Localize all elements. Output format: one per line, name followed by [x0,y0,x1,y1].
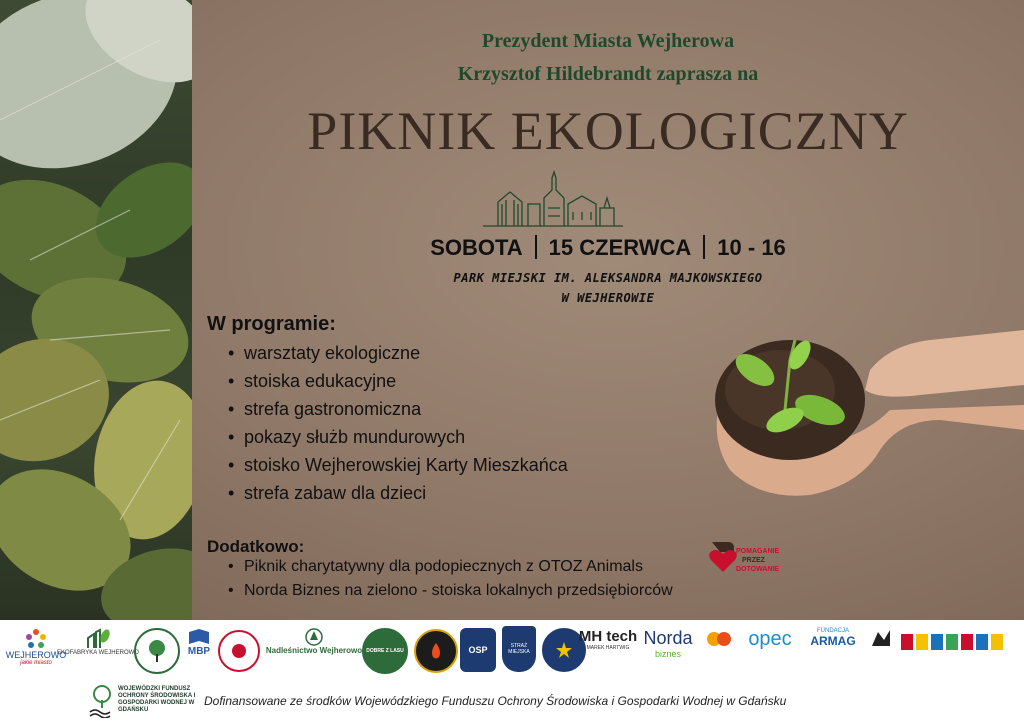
hands-with-seedling-photo [700,300,1024,510]
separator [703,235,705,259]
event-date: 15 CZERWCA [548,235,692,260]
event-day: SOBOTA [430,235,523,260]
coats-of-arms-icon [899,628,1015,654]
event-title: PIKNIK EKOLOGICZNY [307,101,909,161]
event-date-line [192,235,1024,261]
list-item: • stoiska edukacyjne [228,370,568,398]
list-item: • strefa zabaw dla dzieci [228,482,568,510]
norda-sub: biznes [654,649,681,659]
event-place-line-1: PARK MIEJSKI IM. ALEKSANDRA MAJKOWSKIEGO [453,271,763,285]
straz-label: STRAŻ MIEJSKA [508,643,530,655]
red-circle-logo [218,630,260,672]
forest-emblem-icon [305,628,323,646]
mbp-label: MBP [187,646,211,657]
funding-note: Dofinansowane ze środków Wojewódzkiego Funduszu Ochrony Środowiska i Gospodarki Wodnej w Gdańsku [204,694,787,708]
norda-biznes-logo [634,628,702,659]
hearts-icon [705,628,733,650]
mhtech-label: MH tech [578,628,638,645]
eco-badge-logo [134,628,180,674]
hearts-logo [704,628,734,650]
dobre-label: DOBRE Z LASU [366,648,404,654]
dobre-z-lasu-logo [362,628,408,674]
star-icon [555,641,573,659]
fire-brigade-logo [414,629,458,673]
program-list [228,342,568,510]
armag-top: FUNDACJA [816,628,849,634]
armag-logo [804,628,862,648]
badge-line-2: PRZEZ [742,557,765,564]
norda-label: Norda [643,628,693,648]
flame-icon [426,641,446,661]
opec-label: opec [748,628,792,650]
armag-label: ARMAG [810,634,856,648]
tree-waves-icon [88,684,116,718]
book-icon [188,628,210,646]
header-line-2: Krzysztof Hildebrandt zaprasza na [457,63,759,85]
event-place-line-2: W WEJHEROWIE [561,291,655,305]
separator [535,235,537,259]
emblem-icon [870,628,892,650]
wejherowo-logo [6,628,66,666]
pomaganie-logo [708,538,792,578]
header-line-1: Prezydent Miasta Wejherowa [481,30,735,52]
opec-logo [738,628,802,651]
leaves-photo [0,0,192,620]
program-title: W programie: [207,313,336,335]
nadlesnictwo-label: Nadleśnictwo Wejherowo [265,646,363,655]
footer [0,680,1024,723]
mhtech-logo [578,628,638,651]
ekofabryka-logo [57,628,139,656]
list-item: • Norda Biznes na zielono - stoiska lokalnych przedsiębiorców [228,581,673,605]
nadlesnictwo-logo [266,628,362,655]
tree-icon [144,638,170,664]
osp-label: OSP [468,645,488,655]
badge-line-3: DOTOWANIE [736,566,780,573]
list-item: • warsztaty ekologiczne [228,342,568,370]
municipal-union-logo [898,628,1016,654]
list-item: • strefa gastronomiczna [228,398,568,426]
extra-list [228,557,673,605]
list-item: • pokazy służb mundurowych [228,426,568,454]
badge-line-1: POMAGANIE [736,548,780,555]
mbp-logo [186,628,212,657]
ekofabryka-label: EKOFABRYKA WEJHEROWO [57,650,139,656]
wejherowo-label: WEJHEROWO [5,650,67,660]
wfos-label: WOJEWÓDZKI FUNDUSZ OCHRONY ŚRODOWISKA I GOSPODARKI WODNEJ W GDAŃSKU [118,686,196,713]
town-skyline-icon [478,168,628,230]
wejherowo-sub: jakie miasto [20,660,52,666]
osp-logo [460,628,496,672]
wfos-logo [88,684,198,720]
flower-icon [25,628,47,650]
list-item: • stoisko Wejherowskiej Karty Mieszkańca [228,454,568,482]
sponsor-logos [0,620,1024,680]
mhtech-sub: MAREK HARTWIG [586,645,630,651]
heart-icon [708,538,738,574]
event-hours: 10 - 16 [717,235,786,260]
extra-title: Dodatkowo: [207,537,305,556]
factory-leaf-icon [86,628,110,650]
splash-icon [229,641,249,661]
list-item: • Piknik charytatywny dla podopiecznych z OTOZ Animals [228,557,673,581]
straz-miejska-logo [502,626,536,672]
black-emblem-logo [866,628,896,650]
